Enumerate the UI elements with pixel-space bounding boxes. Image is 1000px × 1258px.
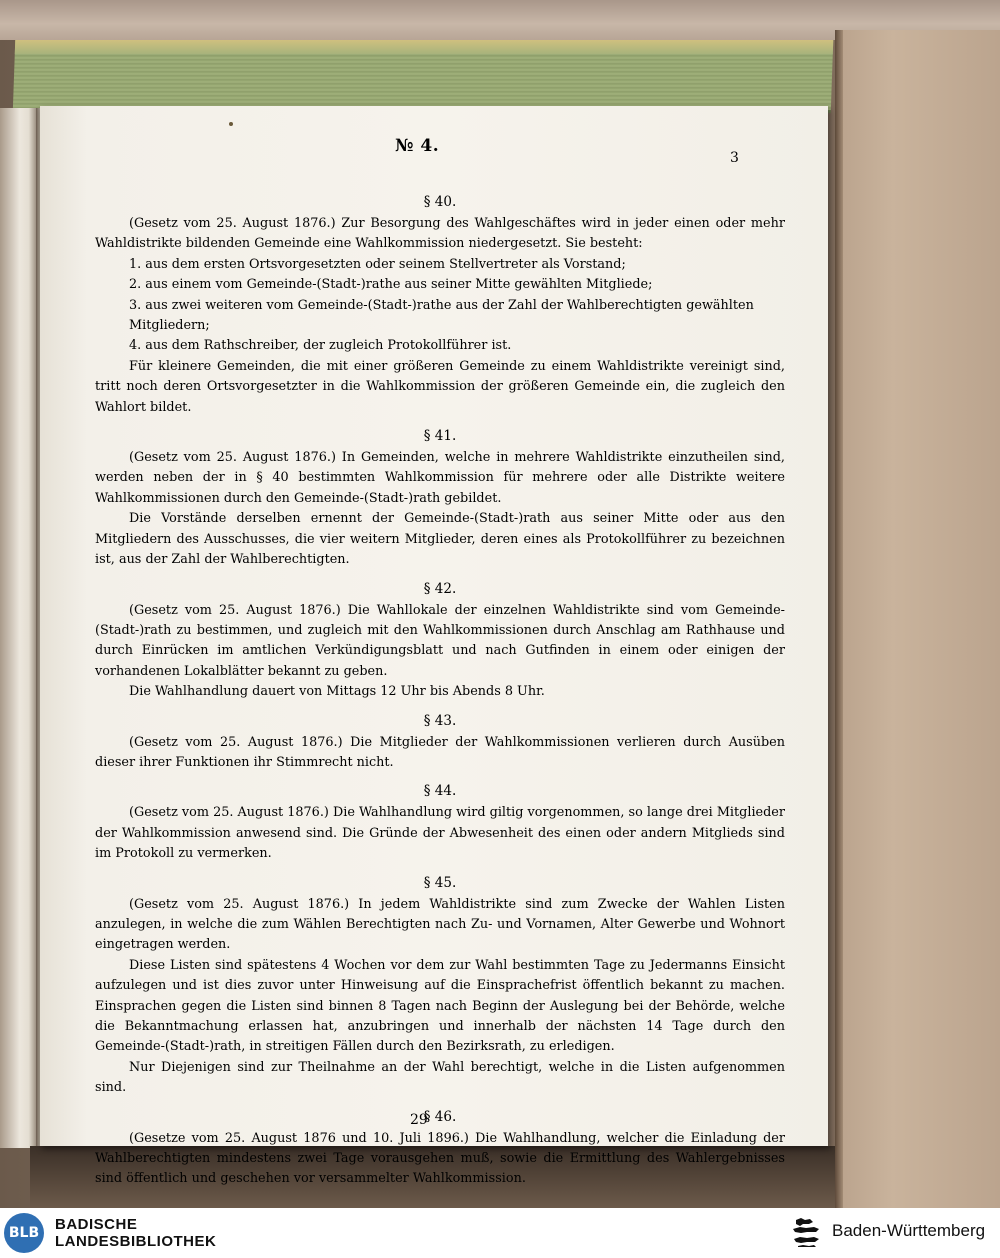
blb-logo[interactable]: BLB (4, 1213, 44, 1253)
section-heading: § 40. (423, 194, 457, 210)
section-heading: § 43. (423, 712, 457, 729)
paragraph: (Gesetz vom 25. August 1876.) In jedem Wahldistrikte sind zum Zwecke der Wahlen Listen anzulegen, in welche die zum Wählen Berechtigten nach Zu- und Vornamen, Alter Gewerbe und Wohnort eingetragen werden. (95, 896, 785, 953)
paragraph: Nur Diejenigen sind zur Theilnahme an der Wahl berechtigt, welche in die Listen aufgenommen sind. (95, 1059, 785, 1096)
list-item: 2. aus einem vom Gemeinde-(Stadt-)rathe aus seiner Mitte gewählten Mitgliede; (129, 277, 653, 293)
baden-wuerttemberg-lions-icon[interactable] (790, 1216, 824, 1250)
paragraph: (Gesetz vom 25. August 1876.) Zur Besorgung des Wahlgeschäftes wird in jeder einen oder mehr Wahldistrikte bildenden Gemeinde eine Wahlkommission niedergesetzt. Sie besteht: (95, 216, 785, 252)
issue-number: № 4. (395, 136, 440, 156)
section-heading: § 42. (423, 580, 457, 597)
paragraph: Für kleinere Gemeinden, die mit einer größeren Gemeinde zu einem Wahldistrikte vereinigt sind, tritt noch deren Ortsvorgesetzter in die Wahlkommission der größeren Gemeinde ein, die zugleich den Wahlort bildet. (95, 358, 785, 415)
page-edges (13, 40, 834, 113)
state-name[interactable]: Baden-Württemberg (832, 1221, 986, 1240)
paragraph: (Gesetze vom 25. August 1876 und 10. Juli 1896.) Die Wahlhandlung, welcher die Einladung der Wahlberechtigten mindestens zwei Tage vorausgehen muß, sowie die Ermittlung des Wahlergebnisses sind öffentlich und geschehen vor versammelter Wahlkommission. (95, 1130, 785, 1187)
list-item: 4. aus dem Rathschreiber, der zugleich Protokollführer ist. (129, 338, 512, 354)
library-name[interactable] (55, 1216, 216, 1250)
paragraph: (Gesetz vom 25. August 1876.) In Gemeinden, welche in mehrere Wahldistrikte einzutheilen sind, werden neben der in § 40 bestimmten Wahlkommission für mehrere oder alle Distrikte weitere Wahlkommissionen durch den Gemeinde-(Stadt-)rath gebildet. (95, 450, 785, 506)
book-cover-right (835, 30, 1000, 1208)
section-heading: § 46. (423, 1108, 457, 1125)
section-heading: § 41. (423, 428, 457, 445)
section-heading: § 44. (423, 783, 457, 800)
left-page-edge (0, 108, 36, 1148)
paragraph: (Gesetz vom 25. August 1876.) Die Wahlhandlung wird giltig vorgenommen, so lange drei Mitglieder der Wahlkommission anwesend sind. Die Gründe der Abwesenheit des einen oder andern Mitglieds sind im Protokoll zu vermerken. (95, 805, 785, 862)
library-name-line2: LANDESBIBLIOTHEK (55, 1233, 217, 1250)
list-item: 1. aus dem ersten Ortsvorgesetzten oder seinem Stellvertreter als Vorstand; (129, 256, 626, 272)
paragraph: Diese Listen sind spätestens 4 Wochen vor dem zur Wahl bestimmten Tage zu Jedermanns Einsicht aufzulegen und ist dies zuvor unter Hinweisung auf die Einsprachefrist öffentlich bekannt zu machen. Einsprachen gegen die Listen sind binnen 8 Tagen nach Beginn der Auslegung bei der Behörde, welche die Bekanntmachung erlassen hat, anzubringen und innerhalb der nächsten 14 Tage durch den Gemeinde-(Stadt-)rath, in streitigen Fällen durch den Bezirksrath, zu erledigen. (95, 957, 785, 1055)
list-item: 3. aus zwei weiteren vom Gemeinde-(Stadt-)rathe aus der Zahl der Wahlberechtigten gewählten Mitgliedern; (129, 297, 754, 334)
paragraph: Die Wahlhandlung dauert von Mittags 12 Uhr bis Abends 8 Uhr. (129, 684, 545, 700)
document-page (40, 106, 828, 1187)
law-sections (95, 184, 785, 1190)
paragraph: (Gesetz vom 25. August 1876.) Die Mitglieder der Wahlkommissionen verlieren durch Ausüben dieser ihrer Funktionen ihr Stimmrecht nicht. (95, 734, 785, 770)
page-number-top: 3 (730, 150, 739, 166)
paragraph: Die Vorstände derselben ernennt der Gemeinde-(Stadt-)rath aus seiner Mitte oder aus den Mitgliedern des Ausschusses, die vier weitern Mitglieder, deren eines als Protokollführer zu bezeichnen ist, aus der Zahl der Wahlberechtigten. (95, 511, 785, 568)
ink-spot (229, 122, 233, 126)
library-name-line1: BADISCHE (55, 1216, 138, 1233)
paragraph: (Gesetz vom 25. August 1876.) Die Wahllokale der einzelnen Wahldistrikte sind vom Gemeinde-(Stadt-)rath zu bestimmen, und zugleich mit den Wahlkommissionen durch Anschlag am Rathhause und durch Einrücken im amtlichen Verkündigungsblatt und nach Gutfinden in einem oder einigen der vorhandenen Lokalblätter bekannt zu geben. (95, 602, 785, 679)
section-heading: § 45. (423, 874, 457, 891)
footer-bar (0, 1208, 1000, 1258)
page-number-bottom: 29 (410, 1112, 428, 1128)
